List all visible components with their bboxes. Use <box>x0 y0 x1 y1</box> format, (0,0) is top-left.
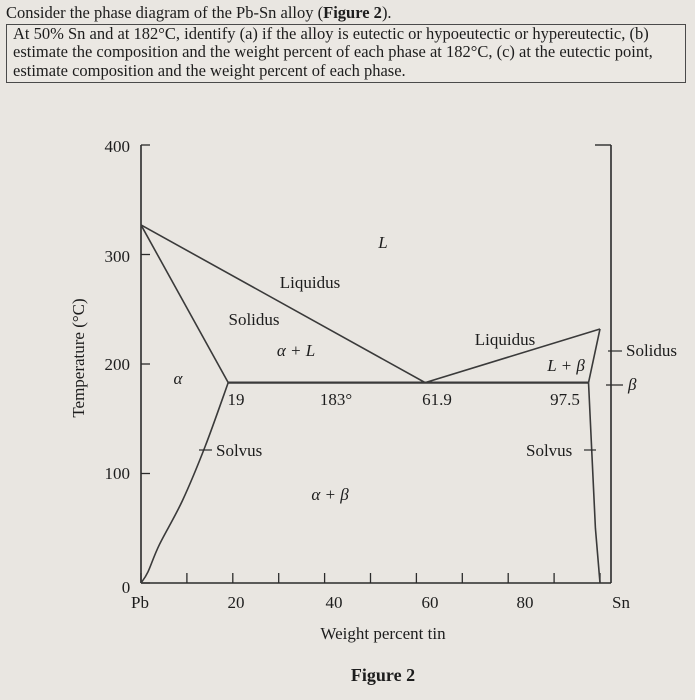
solvus-line <box>589 383 600 583</box>
beta-max-label: 97.5 <box>550 390 580 409</box>
question-body: At 50% Sn and at 182°C, identify (a) if the alloy is eutectic or hypoeutectic or hypereutectic, (b) estimate the composition and the weight percent of each phase at 182°C, (c) at the eutectic point, estimate composition and the weight percent of each phase. <box>13 23 653 80</box>
eutectic-temp-label: 183° <box>319 390 353 409</box>
liquid-region-label: L <box>378 233 388 252</box>
alpha-region-label: α <box>173 369 183 388</box>
liquidus-left-label: Liquidus <box>279 273 341 292</box>
alpha-plus-beta-label: α + β <box>311 485 349 504</box>
question-figure-ref: Figure 2 <box>323 3 382 22</box>
x-tick-label-pb: Pb <box>131 593 149 612</box>
y-tick-label: 300 <box>104 247 130 266</box>
solvus-line <box>141 383 228 583</box>
x-tick-label-sn: Sn <box>612 593 630 612</box>
solvus-left-label: Solvus <box>216 441 263 460</box>
question-intro-prefix: Consider the phase diagram of the Pb-Sn alloy ( <box>6 3 324 22</box>
solidus-line <box>589 329 600 383</box>
phase-curves <box>141 225 600 583</box>
x-tick-label: 40 <box>325 593 343 612</box>
eutectic-comp-label: 61.9 <box>422 390 452 409</box>
axis-ticks <box>141 145 600 583</box>
y-tick-label: 0 <box>121 578 131 597</box>
liquid-plus-beta-label: L + β <box>547 356 585 375</box>
alpha-plus-liquid-label: α + L <box>276 341 316 360</box>
y-tick-label: 400 <box>104 137 130 156</box>
x-tick-label: 60 <box>421 593 439 612</box>
y-tick-label: 200 <box>104 355 130 374</box>
x-tick-label: 20 <box>227 593 245 612</box>
figure-caption: Figure 2 <box>350 665 416 685</box>
question-intro-suffix: ). <box>381 3 392 22</box>
solidus-left-label: Solidus <box>228 310 280 329</box>
y-axis-title: Temperature (°C) <box>69 298 88 418</box>
x-axis-title: Weight percent tin <box>320 624 446 643</box>
solidus-right-label: Solidus <box>626 341 678 360</box>
x-tick-label: 80 <box>516 593 534 612</box>
beta-region-label: β <box>628 375 637 394</box>
liquidus-line <box>141 225 600 383</box>
alpha-max-label: 19 <box>227 390 245 409</box>
solvus-right-label: Solvus <box>526 441 573 460</box>
liquidus-right-label: Liquidus <box>474 330 536 349</box>
y-tick-label: 100 <box>104 464 130 483</box>
